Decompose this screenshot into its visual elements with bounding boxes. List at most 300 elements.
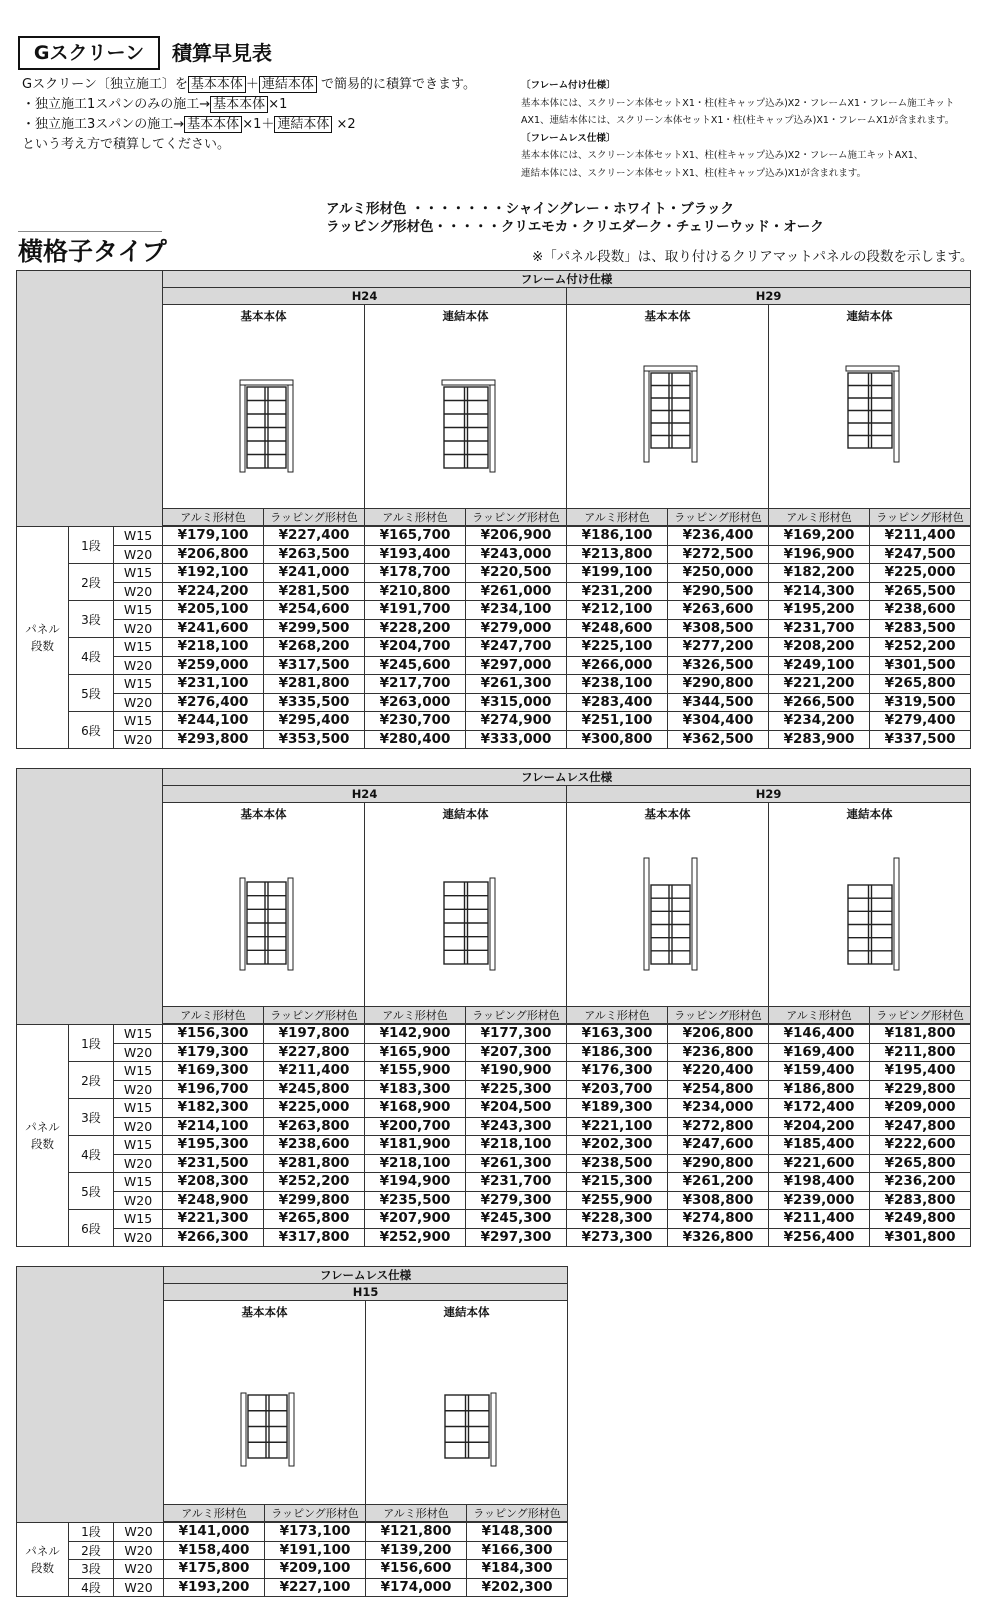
- price-cell: ¥263,500: [264, 545, 365, 564]
- price-cell: ¥317,500: [264, 656, 365, 675]
- stage-label: 4段: [69, 638, 114, 675]
- price-cell: ¥265,500: [870, 582, 971, 601]
- price-cell: ¥290,800: [668, 1154, 769, 1173]
- basic-unit-label: 基本本体: [240, 807, 287, 821]
- alumi-color-header: アルミ形材色: [567, 509, 668, 526]
- price-cell: ¥308,500: [668, 619, 769, 638]
- width-label: W15: [114, 601, 163, 620]
- boxed-label: 基本本体: [188, 76, 246, 93]
- price-cell: ¥301,500: [870, 656, 971, 675]
- price-row: [17, 1025, 971, 1044]
- price-cell: ¥301,800: [870, 1228, 971, 1247]
- frameless-spec-line-2: 連結本体には、スクリーン本体セットX1、柱(柱キャップ込み)X1が含まれます。: [521, 167, 867, 179]
- page-title: 積算早見表: [172, 41, 272, 65]
- price-cell: ¥295,400: [264, 712, 365, 731]
- price-row: [17, 619, 971, 638]
- price-cell: ¥362,500: [668, 730, 769, 749]
- width-label: W15: [114, 1099, 163, 1118]
- price-cell: ¥165,900: [365, 1043, 466, 1062]
- price-cell: ¥211,800: [870, 1043, 971, 1062]
- price-cell: ¥156,300: [163, 1025, 264, 1044]
- price-cell: ¥139,200: [366, 1541, 467, 1560]
- price-cell: ¥263,000: [365, 693, 466, 712]
- width-label: W15: [114, 638, 163, 657]
- diagram-cell: [769, 305, 971, 509]
- width-label: W20: [114, 1043, 163, 1062]
- height-header: H29: [567, 786, 971, 803]
- price-cell: ¥280,400: [365, 730, 466, 749]
- alumi-color-header: アルミ形材色: [365, 1007, 466, 1024]
- basic-unit-label: 基本本体: [644, 309, 691, 323]
- price-cell: ¥209,100: [265, 1560, 366, 1579]
- frame-spec-line-1: 基本本体には、スクリーン本体セットX1・柱(柱キャップ込み)X2・フレームX1・フレーム施工キット: [521, 97, 955, 109]
- price-cell: ¥218,100: [466, 1136, 567, 1155]
- basic-unit-label: 基本本体: [241, 1305, 288, 1319]
- price-cell: ¥276,400: [163, 693, 264, 712]
- price-cell: ¥300,800: [567, 730, 668, 749]
- wrap-color-header: ラッピング形材色: [264, 509, 365, 526]
- stage-label: 1段: [69, 1025, 114, 1062]
- frameless-screen-h15-basic-icon: [205, 1338, 325, 1478]
- price-cell: ¥335,500: [264, 693, 365, 712]
- price-cell: ¥265,800: [264, 1210, 365, 1229]
- price-cell: ¥215,300: [567, 1173, 668, 1192]
- wrap-color-header: ラッピング形材色: [264, 1007, 365, 1024]
- price-row: [17, 1560, 568, 1579]
- price-cell: ¥221,100: [567, 1117, 668, 1136]
- price-row: [17, 675, 971, 694]
- price-cell: ¥207,300: [466, 1043, 567, 1062]
- frameless-spec-line-1: 基本本体には、スクリーン本体セットX1、柱(柱キャップ込み)X2・フレーム施工キットAX1、: [521, 150, 924, 161]
- price-cell: ¥182,300: [163, 1099, 264, 1118]
- intro-text-a: ・独立施工3スパンの施工→: [22, 117, 185, 132]
- price-cell: ¥266,300: [163, 1228, 264, 1247]
- price-cell: ¥231,700: [769, 619, 870, 638]
- stage-label: 4段: [69, 1136, 114, 1173]
- price-table: [16, 270, 971, 749]
- intro-line-4: という考え方で積算してください。: [22, 137, 231, 152]
- color-notes: [326, 200, 824, 236]
- linked-unit-label: 連結本体: [846, 807, 893, 821]
- intro-text: [22, 75, 476, 155]
- alumi-colors: アルミ形材色 ・・・・・・・シャイングレー・ホワイト・ブラック: [326, 201, 734, 217]
- width-label: W20: [114, 1560, 164, 1579]
- price-cell: ¥304,400: [668, 712, 769, 731]
- stage-label: 3段: [69, 1099, 114, 1136]
- price-cell: ¥166,300: [467, 1541, 568, 1560]
- price-cell: ¥247,700: [466, 638, 567, 657]
- price-cell: ¥168,900: [365, 1099, 466, 1118]
- price-cell: ¥326,500: [668, 656, 769, 675]
- height-header: H29: [567, 288, 971, 305]
- price-cell: ¥212,100: [567, 601, 668, 620]
- width-label: W20: [114, 582, 163, 601]
- price-row: [17, 1228, 971, 1247]
- price-cell: ¥193,400: [365, 545, 466, 564]
- price-cell: ¥148,300: [467, 1523, 568, 1542]
- width-label: W15: [114, 527, 163, 546]
- price-cell: ¥227,400: [264, 527, 365, 546]
- price-cell: ¥141,000: [164, 1523, 265, 1542]
- stage-label: 5段: [69, 1173, 114, 1210]
- price-cell: ¥211,400: [870, 527, 971, 546]
- intro-line-3: [22, 115, 476, 135]
- frame-spec-title: 〔フレーム付け仕様〕: [521, 80, 616, 91]
- framed-screen-h29-linked-icon: [810, 342, 930, 482]
- price-cell: ¥239,000: [769, 1191, 870, 1210]
- price-row: [17, 1173, 971, 1192]
- price-cell: ¥281,800: [264, 675, 365, 694]
- price-cell: ¥175,800: [164, 1560, 265, 1579]
- price-cell: ¥225,000: [264, 1099, 365, 1118]
- intro-text-b: ×1: [268, 97, 288, 112]
- price-cell: ¥255,900: [567, 1191, 668, 1210]
- type-title: 横格子タイプ: [18, 237, 167, 266]
- price-cell: ¥247,800: [870, 1117, 971, 1136]
- alumi-color-header: アルミ形材色: [163, 1007, 264, 1024]
- price-row: [17, 1578, 568, 1597]
- boxed-label: 基本本体: [184, 116, 242, 133]
- boxed-label: 基本本体: [210, 96, 268, 113]
- price-cell: ¥204,700: [365, 638, 466, 657]
- price-cell: ¥281,800: [264, 1154, 365, 1173]
- price-cell: ¥290,500: [668, 582, 769, 601]
- price-cell: ¥247,600: [668, 1136, 769, 1155]
- price-cell: ¥146,400: [769, 1025, 870, 1044]
- price-cell: ¥221,600: [769, 1154, 870, 1173]
- price-cell: ¥156,600: [366, 1560, 467, 1579]
- price-cell: ¥181,900: [365, 1136, 466, 1155]
- width-label: W15: [114, 564, 163, 583]
- diagram-cell: [163, 803, 365, 1007]
- price-cell: ¥210,800: [365, 582, 466, 601]
- stage-label: 3段: [69, 601, 114, 638]
- price-cell: ¥245,800: [264, 1080, 365, 1099]
- width-label: W20: [114, 1523, 164, 1542]
- intro-text-b: ×1＋: [242, 117, 275, 132]
- width-label: W20: [114, 1154, 163, 1173]
- price-cell: ¥272,500: [668, 545, 769, 564]
- price-cell: ¥279,000: [466, 619, 567, 638]
- price-cell: ¥195,200: [769, 601, 870, 620]
- table-corner: [17, 769, 163, 1025]
- price-cell: ¥228,300: [567, 1210, 668, 1229]
- price-cell: ¥252,200: [264, 1173, 365, 1192]
- price-cell: ¥196,700: [163, 1080, 264, 1099]
- price-cell: ¥190,900: [466, 1062, 567, 1081]
- price-cell: ¥230,700: [365, 712, 466, 731]
- boxed-label: 連結本体: [259, 76, 317, 93]
- panel-label-line-2: 段数: [31, 638, 54, 653]
- price-cell: ¥344,500: [668, 693, 769, 712]
- price-cell: ¥179,300: [163, 1043, 264, 1062]
- price-row: [17, 1210, 971, 1229]
- price-cell: ¥178,700: [365, 564, 466, 583]
- width-label: W15: [114, 1062, 163, 1081]
- price-cell: ¥236,400: [668, 527, 769, 546]
- price-cell: ¥283,800: [870, 1191, 971, 1210]
- price-cell: ¥169,200: [769, 527, 870, 546]
- price-cell: ¥254,800: [668, 1080, 769, 1099]
- price-cell: ¥248,600: [567, 619, 668, 638]
- intro-text-a: ・独立施工1スパンのみの施工→: [22, 97, 211, 112]
- width-label: W20: [114, 1578, 164, 1597]
- panel-note: ※「パネル段数」は、取り付けるクリアマットパネルの段数を示します。: [532, 249, 974, 265]
- alumi-color-header: アルミ形材色: [769, 509, 870, 526]
- price-cell: ¥195,300: [163, 1136, 264, 1155]
- price-cell: ¥186,800: [769, 1080, 870, 1099]
- price-cell: ¥231,200: [567, 582, 668, 601]
- price-cell: ¥222,600: [870, 1136, 971, 1155]
- price-cell: ¥202,300: [467, 1578, 568, 1597]
- table-corner: [17, 1267, 164, 1523]
- price-cell: ¥249,100: [769, 656, 870, 675]
- price-cell: ¥200,700: [365, 1117, 466, 1136]
- width-label: W20: [114, 545, 163, 564]
- panel-count-label: [17, 1025, 69, 1247]
- stage-label: 3段: [69, 1560, 114, 1579]
- wrap-color-header: ラッピング形材色: [668, 1007, 769, 1024]
- linked-unit-label: 連結本体: [442, 807, 489, 821]
- price-row: [17, 545, 971, 564]
- price-cell: ¥173,100: [265, 1523, 366, 1542]
- price-cell: ¥235,500: [365, 1191, 466, 1210]
- panel-label-line-2: 段数: [31, 1136, 54, 1151]
- stage-label: 1段: [69, 527, 114, 564]
- height-header: H15: [164, 1284, 568, 1301]
- price-cell: ¥273,300: [567, 1228, 668, 1247]
- basic-unit-label: 基本本体: [240, 309, 287, 323]
- price-cell: ¥244,100: [163, 712, 264, 731]
- price-row: [17, 1099, 971, 1118]
- price-cell: ¥220,400: [668, 1062, 769, 1081]
- price-row: [17, 1117, 971, 1136]
- price-cell: ¥337,500: [870, 730, 971, 749]
- stage-label: 5段: [69, 675, 114, 712]
- alumi-color-header: アルミ形材色: [366, 1505, 467, 1522]
- price-cell: ¥231,500: [163, 1154, 264, 1173]
- price-cell: ¥277,200: [668, 638, 769, 657]
- price-cell: ¥227,100: [265, 1578, 366, 1597]
- price-cell: ¥236,200: [870, 1173, 971, 1192]
- diagram-cell: [567, 305, 769, 509]
- wrap-color-header: ラッピング形材色: [265, 1505, 366, 1522]
- wrap-color-header: ラッピング形材色: [870, 509, 971, 526]
- price-cell: ¥204,200: [769, 1117, 870, 1136]
- price-cell: ¥191,100: [265, 1541, 366, 1560]
- price-cell: ¥256,400: [769, 1228, 870, 1247]
- price-cell: ¥182,200: [769, 564, 870, 583]
- price-cell: ¥259,000: [163, 656, 264, 675]
- price-cell: ¥263,600: [668, 601, 769, 620]
- panel-label-line-1: パネル: [25, 1119, 60, 1134]
- price-cell: ¥281,500: [264, 582, 365, 601]
- spec-row: [17, 1267, 568, 1284]
- spec-notes: [521, 77, 954, 182]
- width-label: W15: [114, 1210, 163, 1229]
- price-cell: ¥283,500: [870, 619, 971, 638]
- framed-screen-h24-linked-icon: [406, 342, 526, 482]
- price-cell: ¥218,100: [365, 1154, 466, 1173]
- price-cell: ¥183,300: [365, 1080, 466, 1099]
- price-cell: ¥225,100: [567, 638, 668, 657]
- price-cell: ¥208,300: [163, 1173, 264, 1192]
- price-cell: ¥234,000: [668, 1099, 769, 1118]
- alumi-color-header: アルミ形材色: [365, 509, 466, 526]
- price-cell: ¥163,300: [567, 1025, 668, 1044]
- price-cell: ¥261,200: [668, 1173, 769, 1192]
- price-cell: ¥243,000: [466, 545, 567, 564]
- price-row: [17, 1062, 971, 1081]
- width-label: W15: [114, 1025, 163, 1044]
- price-cell: ¥206,900: [466, 527, 567, 546]
- wrap-color-header: ラッピング形材色: [467, 1505, 568, 1522]
- price-cell: ¥353,500: [264, 730, 365, 749]
- price-cell: ¥189,300: [567, 1099, 668, 1118]
- framed-screen-h29-basic-icon: [608, 342, 728, 482]
- price-cell: ¥326,800: [668, 1228, 769, 1247]
- price-cell: ¥186,300: [567, 1043, 668, 1062]
- linked-unit-label: 連結本体: [846, 309, 893, 323]
- price-row: [17, 1136, 971, 1155]
- frameless-screen-h29-linked-icon: [810, 840, 930, 980]
- frameless-screen-h24-linked-icon: [406, 840, 526, 980]
- price-cell: ¥211,400: [264, 1062, 365, 1081]
- price-cell: ¥268,200: [264, 638, 365, 657]
- price-table: [16, 1266, 568, 1597]
- price-cell: ¥252,200: [870, 638, 971, 657]
- price-cell: ¥238,100: [567, 675, 668, 694]
- wrap-colors: ラッピング形材色・・・・・クリエモカ・クリエダーク・チェリーウッド・オーク: [326, 219, 824, 235]
- price-row: [17, 638, 971, 657]
- spec-header: フレーム付け仕様: [163, 271, 971, 288]
- stage-label: 2段: [69, 1062, 114, 1099]
- table-corner: [17, 271, 163, 527]
- frameless-screen-h29-basic-icon: [608, 840, 728, 980]
- width-label: W20: [114, 1080, 163, 1099]
- wrap-color-header: ラッピング形材色: [668, 509, 769, 526]
- stage-label: 2段: [69, 1541, 114, 1560]
- spec-header: フレームレス仕様: [164, 1267, 568, 1284]
- panel-count-label: [17, 1523, 69, 1597]
- price-cell: ¥274,900: [466, 712, 567, 731]
- price-row: [17, 730, 971, 749]
- width-label: W20: [114, 656, 163, 675]
- price-cell: ¥142,900: [365, 1025, 466, 1044]
- price-cell: ¥274,800: [668, 1210, 769, 1229]
- spec-header: フレームレス仕様: [163, 769, 971, 786]
- price-cell: ¥199,100: [567, 564, 668, 583]
- price-cell: ¥261,300: [466, 1154, 567, 1173]
- price-cell: ¥283,900: [769, 730, 870, 749]
- stage-label: 2段: [69, 564, 114, 601]
- wrap-color-header: ラッピング形材色: [870, 1007, 971, 1024]
- price-cell: ¥205,100: [163, 601, 264, 620]
- price-cell: ¥231,700: [466, 1173, 567, 1192]
- price-cell: ¥248,900: [163, 1191, 264, 1210]
- price-cell: ¥243,300: [466, 1117, 567, 1136]
- price-cell: ¥234,200: [769, 712, 870, 731]
- width-label: W20: [114, 730, 163, 749]
- price-cell: ¥198,400: [769, 1173, 870, 1192]
- price-cell: ¥169,300: [163, 1062, 264, 1081]
- stage-label: 1段: [69, 1523, 114, 1542]
- diagram-cell: [567, 803, 769, 1007]
- width-label: W20: [114, 619, 163, 638]
- price-cell: ¥263,800: [264, 1117, 365, 1136]
- wrap-color-header: ラッピング形材色: [466, 509, 567, 526]
- price-cell: ¥315,000: [466, 693, 567, 712]
- price-cell: ¥221,200: [769, 675, 870, 694]
- width-label: W20: [114, 1228, 163, 1247]
- width-label: W20: [114, 1541, 164, 1560]
- price-cell: ¥191,700: [365, 601, 466, 620]
- price-row: [17, 1523, 568, 1542]
- price-cell: ¥247,500: [870, 545, 971, 564]
- stage-label: 6段: [69, 712, 114, 749]
- frameless-screen-h24-basic-icon: [204, 840, 324, 980]
- width-label: W15: [114, 1136, 163, 1155]
- price-cell: ¥196,900: [769, 545, 870, 564]
- alumi-color-header: アルミ形材色: [163, 509, 264, 526]
- price-cell: ¥297,300: [466, 1228, 567, 1247]
- price-cell: ¥158,400: [164, 1541, 265, 1560]
- price-cell: ¥208,200: [769, 638, 870, 657]
- width-label: W20: [114, 1117, 163, 1136]
- price-cell: ¥172,400: [769, 1099, 870, 1118]
- panel-label-line-2: 段数: [31, 1560, 54, 1575]
- price-cell: ¥227,800: [264, 1043, 365, 1062]
- price-cell: ¥220,500: [466, 564, 567, 583]
- price-cell: ¥238,500: [567, 1154, 668, 1173]
- alumi-color-header: アルミ形材色: [567, 1007, 668, 1024]
- price-row: [17, 564, 971, 583]
- alumi-color-header: アルミ形材色: [769, 1007, 870, 1024]
- price-row: [17, 693, 971, 712]
- price-cell: ¥228,200: [365, 619, 466, 638]
- price-cell: ¥194,900: [365, 1173, 466, 1192]
- price-cell: ¥121,800: [366, 1523, 467, 1542]
- panel-label-line-1: パネル: [25, 1543, 60, 1558]
- price-cell: ¥155,900: [365, 1062, 466, 1081]
- price-cell: ¥213,800: [567, 545, 668, 564]
- price-cell: ¥319,500: [870, 693, 971, 712]
- product-name-box: [18, 36, 160, 70]
- price-cell: ¥206,800: [163, 545, 264, 564]
- price-cell: ¥251,100: [567, 712, 668, 731]
- price-cell: ¥181,800: [870, 1025, 971, 1044]
- price-row: [17, 1080, 971, 1099]
- price-cell: ¥252,900: [365, 1228, 466, 1247]
- width-label: W15: [114, 712, 163, 731]
- intro-line-2: [22, 95, 476, 115]
- price-cell: ¥265,800: [870, 675, 971, 694]
- price-cell: ¥225,000: [870, 564, 971, 583]
- price-cell: ¥245,300: [466, 1210, 567, 1229]
- price-cell: ¥203,700: [567, 1080, 668, 1099]
- frameless-spec-title: 〔フレームレス仕様〕: [521, 132, 616, 144]
- price-cell: ¥206,800: [668, 1025, 769, 1044]
- price-cell: ¥297,000: [466, 656, 567, 675]
- price-cell: ¥236,800: [668, 1043, 769, 1062]
- basic-unit-label: 基本本体: [644, 807, 691, 821]
- price-cell: ¥234,100: [466, 601, 567, 620]
- price-cell: ¥229,800: [870, 1080, 971, 1099]
- diagram-cell: [163, 305, 365, 509]
- price-cell: ¥169,400: [769, 1043, 870, 1062]
- price-cell: ¥266,000: [567, 656, 668, 675]
- price-table: [16, 768, 971, 1247]
